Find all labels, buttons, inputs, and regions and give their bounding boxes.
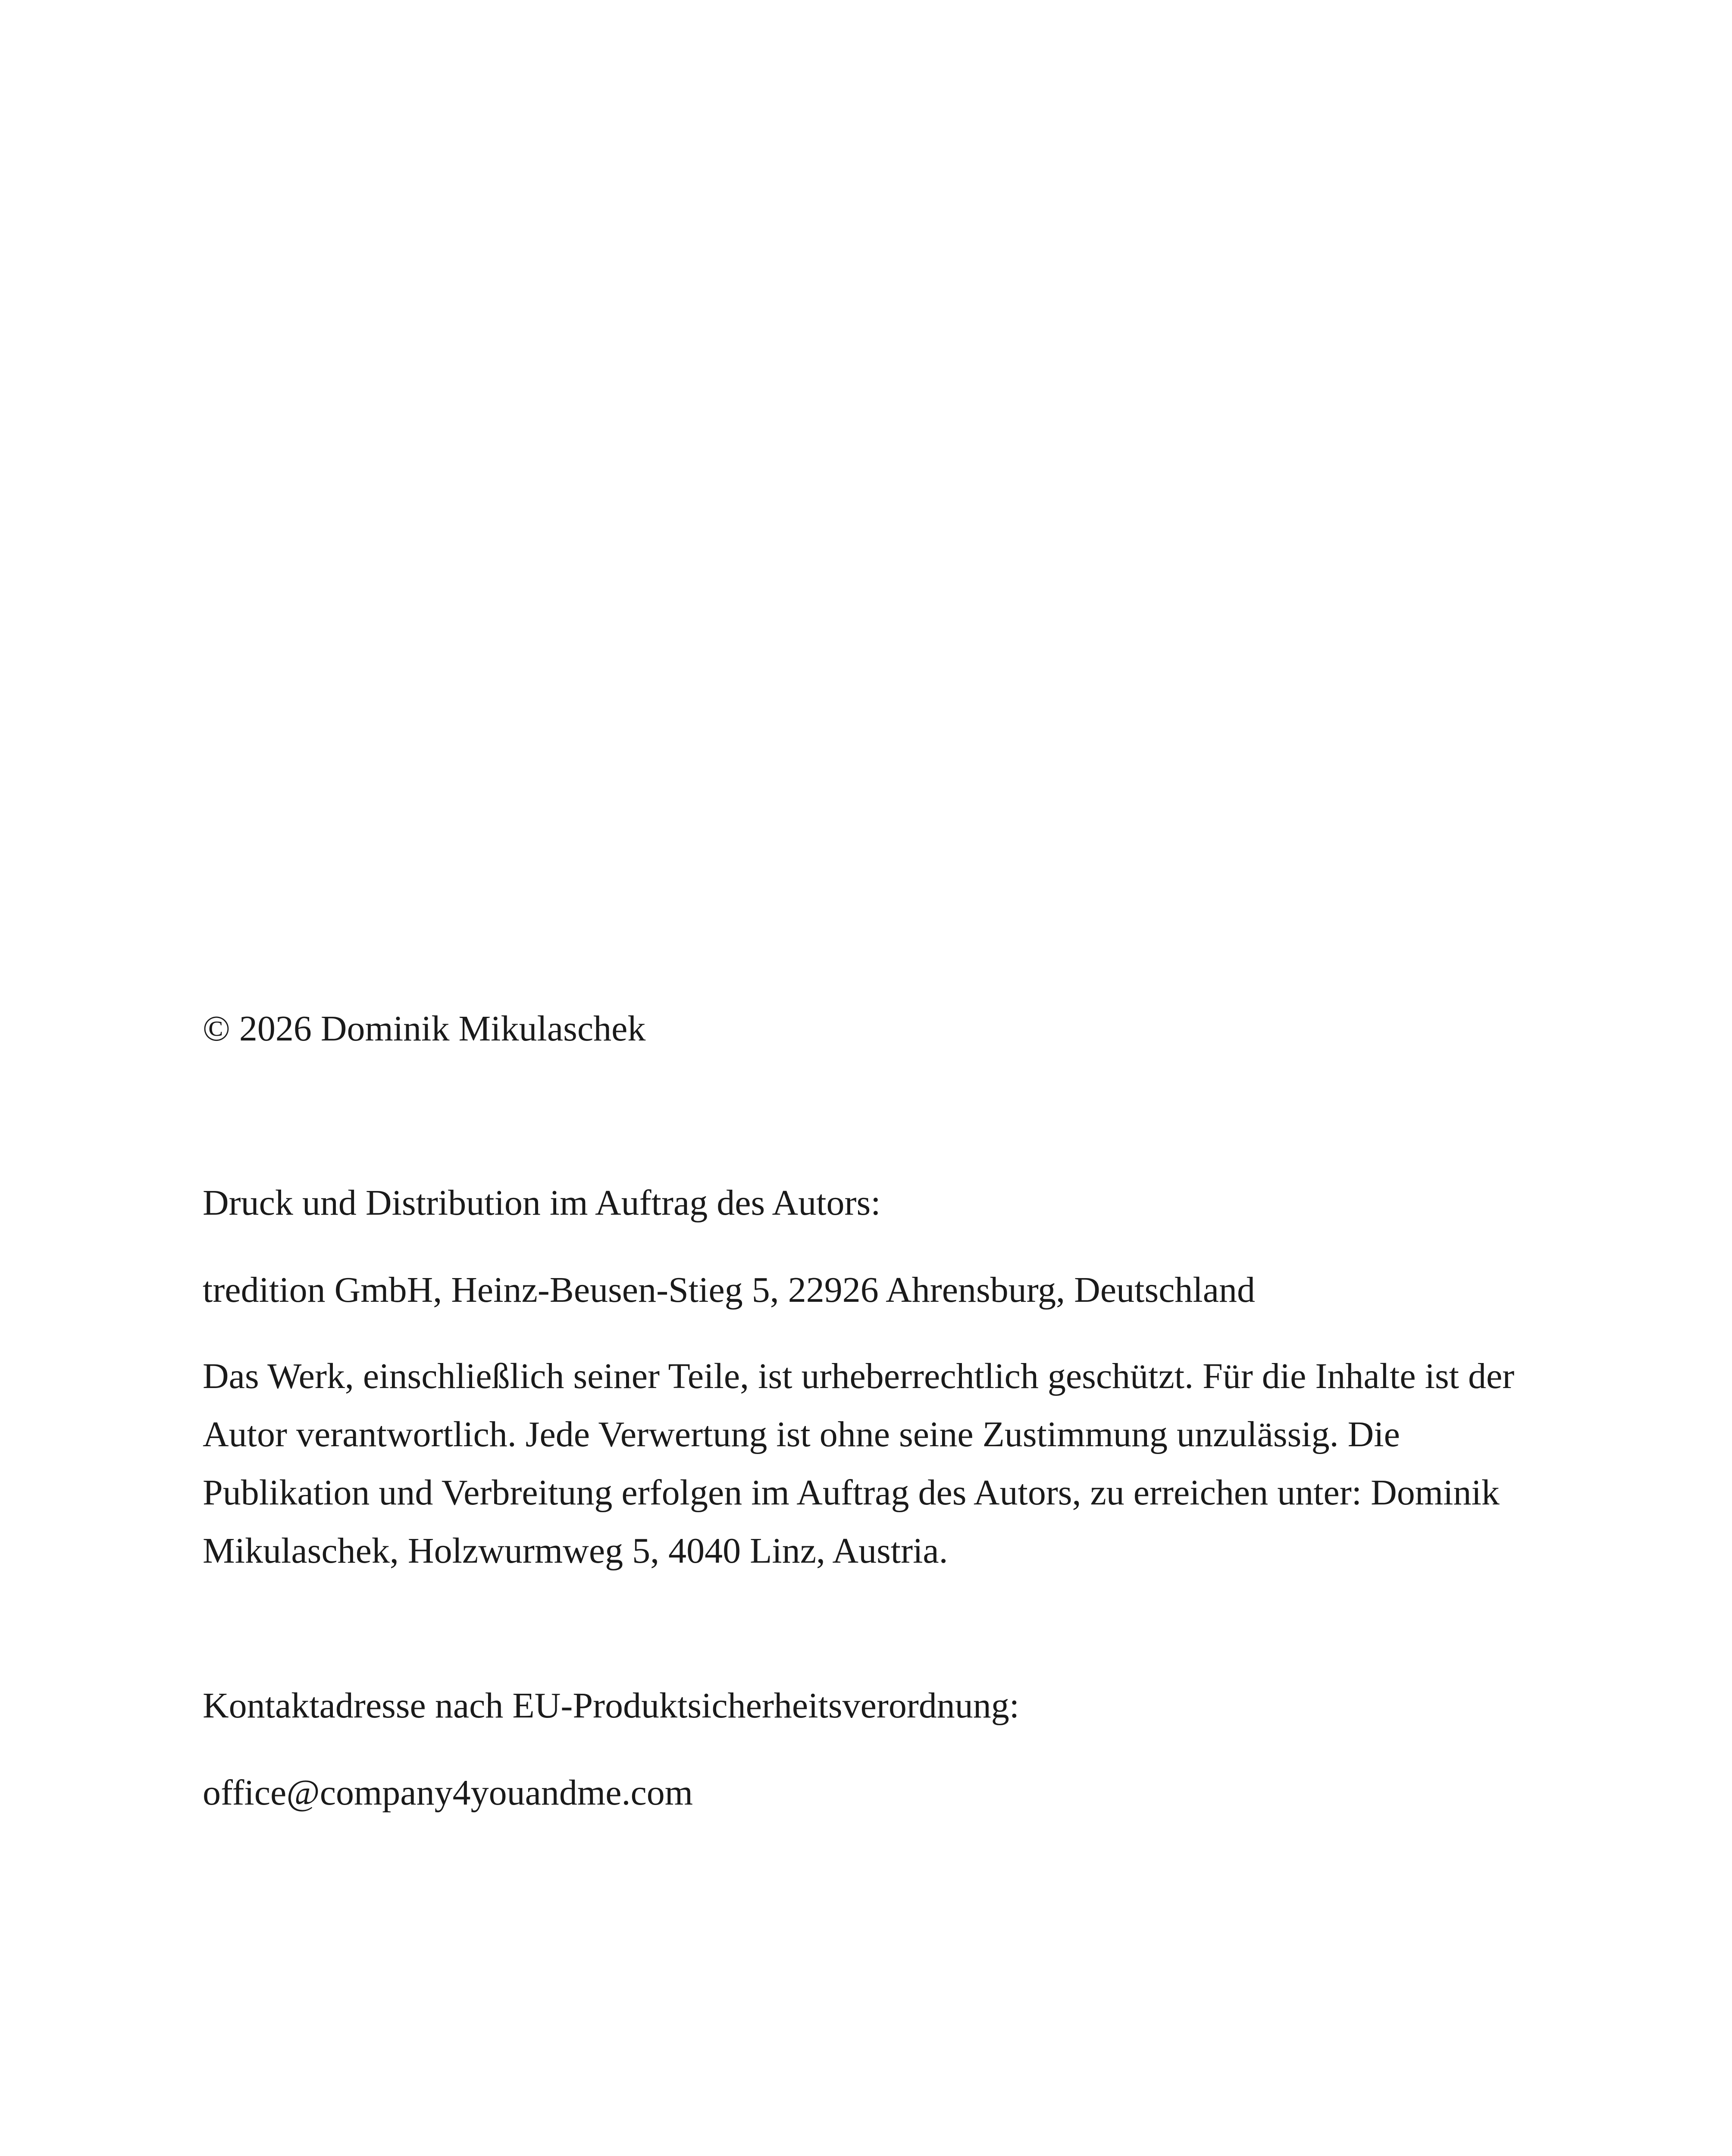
printer-address: tredition GmbH, Heinz-Beusen-Stieg 5, 22926 Ahrensburg, Deutschland <box>203 1270 1256 1310</box>
printer-label: Druck und Distribution im Auftrag des Autors: <box>203 1183 881 1223</box>
contact-label: Kontaktadresse nach EU-Produktsicherheitsverordnung: <box>203 1686 1020 1726</box>
copyright-line: © 2026 Dominik Mikulaschek <box>203 1009 646 1049</box>
contact-email: office@company4youandme.com <box>203 1773 693 1813</box>
rights-notice: Das Werk, einschließlich seiner Teile, ist urheberrechtlich geschützt. Für die Inhalte ist der Autor verantwortlich. Jede Verwertung ist ohne seine Zustimmung unzulässig. Die Publikation und Verbreitung erfolgen im Auftrag des Autors, zu erreichen unter: Dominik Mikulaschek, Holzwurmweg 5, 4040 Linz, Austria. <box>203 1356 1515 1571</box>
